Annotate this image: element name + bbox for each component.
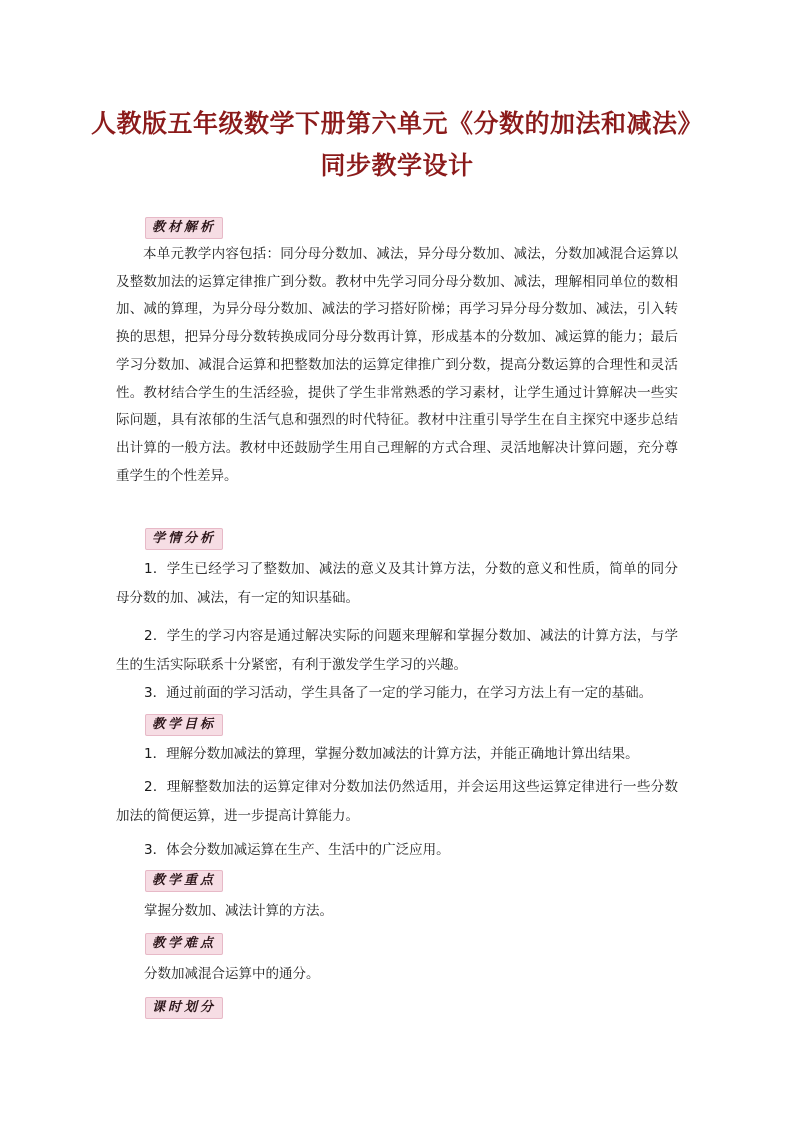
section-heading-goals: 教学目标	[145, 714, 223, 736]
section-heading-schedule: 课时划分	[145, 997, 223, 1019]
section-heading-students: 学情分析	[145, 528, 223, 550]
analysis-paragraph: 本单元教学内容包括：同分母分数加、减法，异分母分数加、减法，分数加减混合运算以及整数加法的运算定律推广到分数。教材中先学习同分母分数加、减法，理解相同单位的数相加、减的算理，为异分母分数加、减法的学习搭好阶梯；再学习异分母分数加、减法，引入转换的思想，把异分母分数转换成同分母分数再计算，形成基本的分数加、减运算的能力；最后学习分数加、减混合运算和把整数加法的运算定律推广到分数，提高分数运算的合理性和灵活性。教材结合学生的生活经验，提供了学生非常熟悉的学习素材，让学生通过计算解决一些实际问题，具有浓郁的生活气息和强烈的时代特征。教材中注重引导学生在自主探究中逐步总结出计算的一般方法。教材中还鼓励学生用自己理解的方式合理、灵活地解决计算问题，充分尊重学生的个性差异。	[116, 246, 678, 484]
students-item-1: 1．学生已经学习了整数加、减法的意义及其计算方法，分数的意义和性质，简单的同分母分数的加、减法，有一定的知识基础。	[116, 561, 678, 606]
section-heading-analysis: 教材解析	[145, 217, 223, 239]
goals-item-2: 2．理解整数加法的运算定律对分数加法仍然适用，并会运用这些运算定律进行一些分数加法的简便运算，进一步提高计算能力。	[116, 779, 678, 824]
document-title: 人教版五年级数学下册第六单元《分数的加法和减法》	[90, 109, 703, 138]
section-heading-focus: 教学重点	[145, 870, 223, 892]
students-item-2: 2．学生的学习内容是通过解决实际的问题来理解和掌握分数加、减法的计算方法，与学生的生活实际联系十分紧密，有利于激发学生学习的兴趣。	[116, 628, 678, 673]
document-subtitle: 同步教学设计	[320, 151, 474, 180]
difficulty-text: 分数加减混合运算中的通分。	[144, 966, 320, 982]
students-item-3: 3．通过前面的学习活动，学生具备了一定的学习能力，在学习方法上有一定的基础。	[144, 685, 653, 701]
goals-item-3: 3．体会分数加减运算在生产、生活中的广泛应用。	[144, 842, 450, 858]
focus-text: 掌握分数加、减法计算的方法。	[144, 903, 333, 919]
section-heading-difficulty: 教学难点	[145, 933, 223, 955]
goals-item-1: 1．理解分数加减法的算理，掌握分数加减法的计算方法，并能正确地计算出结果。	[144, 746, 639, 762]
